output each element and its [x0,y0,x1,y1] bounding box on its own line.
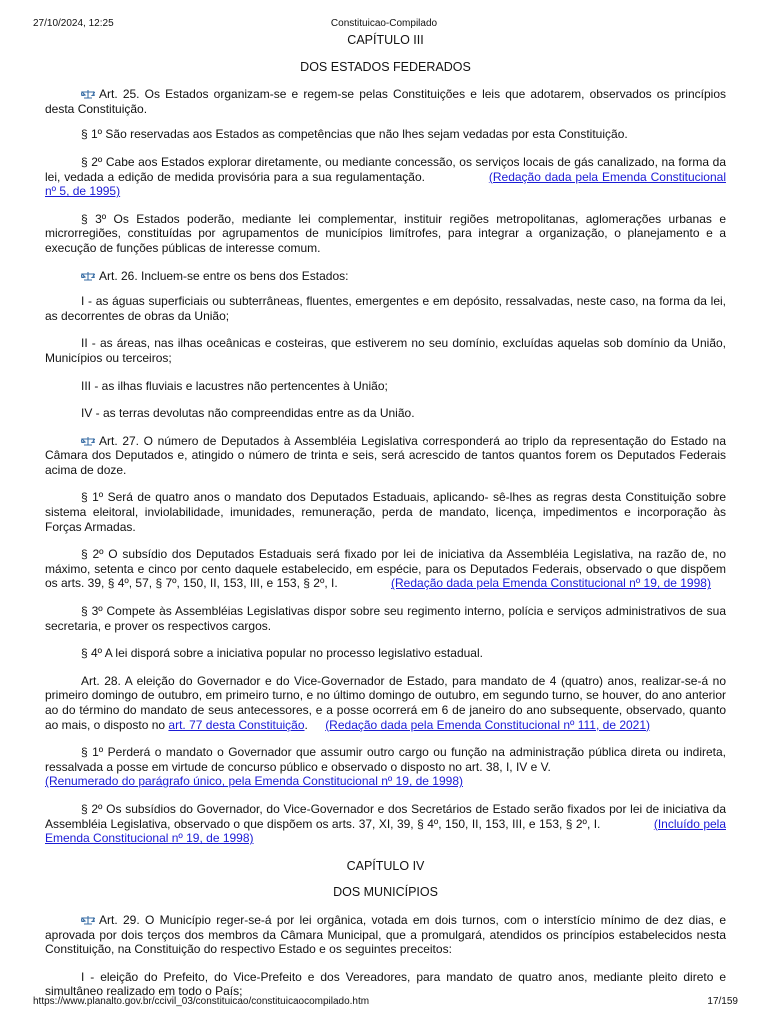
chapter-title: DOS ESTADOS FEDERADOS [300,59,471,74]
article-paragraph [45,87,726,116]
paragraph [45,547,726,591]
paragraph: § 3º Compete às Assembléias Legislativas dispor sobre seu regimento interno, polícia e serviços administrativos de sua secretaria, e prover os respectivos cargos. [45,604,726,633]
list-item: I - as águas superficiais ou subterrâneas, fluentes, emergentes e em depósito, ressalvadas, neste caso, na forma da lei, as decorrentes de obras da União; [45,294,726,323]
paragraph-text: § 1º Perderá o mandato o Governador que assumir outro cargo ou função na administração pública direta ou indireta, ressalvada a posse em virtude de concurso público e observado o disposto no art. 38, I, IV e V. [45,745,726,774]
amendment-link[interactable]: (Incluído pela Emenda Constitucional nº 19, de 1998) [45,816,726,846]
header-date: 27/10/2024, 12:25 [33,18,114,29]
amendment-link[interactable]: (Redação dada pela Emenda Constitucional nº 111, de 2021) [325,717,651,732]
scale-icon[interactable] [81,915,95,925]
list-item: I - eleição do Prefeito, do Vice-Prefeito e dos Vereadores, para mandato de quatro anos, mediante pleito direto e simultâneo realizado em todo o País; [45,969,726,999]
list-item: III - as ilhas fluviais e lacustres não pertencentes à União; [81,378,388,393]
scale-icon[interactable] [81,271,95,281]
paragraph: § 3º Os Estados poderão, mediante lei complementar, instituir regiões metropolitanas, aglomerações urbanas e microrregiões, constituídas por agrupamentos de municípios limítrofes, para integrar a organização, o planejamento e a execução de funções públicas de interesse comum. [45,211,726,255]
paragraph-text: § 2º Cabe aos Estados explorar diretamente, ou mediante concessão, os serviços locais de gás canalizado, na forma da lei, vedada a edição de medida provisória para a sua regulamentação. [45,154,726,184]
header-title: Constituicao-Compilado [330,18,438,29]
article-text: Art. 28. A eleição do Governador e do Vice-Governador de Estado, para mandato de 4 (quatro) anos, realizar-se-á no primeiro domingo de outubro, em primeiro turno, e no último domingo de outubro, em segundo turno, se houver, do ano anterior ao do término do mandato de seus antecessores, e a posse ocorrerá em 6 de janeiro do ano subsequente, observado, quanto ao mais, o disposto no [45,673,726,732]
art77-link[interactable]: art. 77 desta Constituição [168,717,305,732]
paragraph: § 4º A lei disporá sobre a iniciativa popular no processo legislativo estadual. [81,646,483,661]
paragraph-text: § 2º O subsídio dos Deputados Estaduais será fixado por lei de iniciativa da Assembléia Legislativa, na razão de, no máximo, setenta e cinco por cento daquele estabelecido, em espécie, para os Deputados Federais, observado o que dispõem os arts. 39, § 4º, 57, § 7º, 150, II, 153, III, e 153, § 2º, I. [45,547,726,591]
amendment-link[interactable]: (Redação dada pela Emenda Constitucional nº 19, de 1998) [391,576,711,591]
paragraph: § 1º São reservadas aos Estados as competências que não lhes sejam vedadas por esta Constituição. [81,127,628,142]
article-paragraph [45,913,726,957]
footer-page-number: 17/159 [707,996,738,1007]
article-paragraph [45,434,726,478]
chapter-title: DOS MUNICÍPIOS [333,885,438,900]
paragraph [45,802,726,846]
paragraph: § 1º Será de quatro anos o mandato dos Deputados Estaduais, aplicando- sê-lhes as regras desta Constituição sobre sistema eleitoral, inviolabilidade, imunidades, remuneração, perda de mandato, licença, impedimentos e incorporação às Forças Armadas. [45,490,726,534]
paragraph [45,745,726,789]
article-text: Art. 27. O número de Deputados à Assembléia Legislativa corresponderá ao triplo da representação do Estado na Câmara dos Deputados e, atingido o número de trinta e seis, será acrescido de tantos quantos forem os Deputados Federais acima de doze. [45,433,726,477]
paragraph [45,155,726,199]
list-item: IV - as terras devolutas não compreendidas entre as da União. [81,406,415,421]
list-item: II - as áreas, nas ilhas oceânicas e costeiras, que estiverem no seu domínio, excluídas aquelas sob domínio da União, Municípios ou terceiros; [45,336,726,365]
amendment-link[interactable]: (Redação dada pela Emenda Constitucional nº 5, de 1995) [45,169,726,199]
scale-icon[interactable] [81,436,95,446]
chapter-heading: CAPÍTULO III [347,33,424,47]
chapter-heading: CAPÍTULO IV [346,858,425,873]
amendment-link[interactable]: (Renumerado do parágrafo único, pela Emenda Constitucional nº 19, de 1998) [45,774,463,789]
article-text-end: . [304,717,308,732]
scale-icon[interactable] [81,89,95,99]
article-text: Art. 25. Os Estados organizam-se e regem-se pelas Constituições e leis que adotarem, observados os princípios desta Constituição. [45,87,726,116]
article-paragraph [45,674,726,732]
article-text: Art. 26. Incluem-se entre os bens dos Estados: [99,268,349,283]
document-body [45,33,726,999]
article-paragraph [45,269,726,284]
footer-url: https://www.planalto.gov.br/ccivil_03/constituicao/constituicaocompilado.htm [33,996,370,1007]
article-text: Art. 29. O Município reger-se-á por lei orgânica, votada em dois turnos, com o interstício mínimo de dez dias, e aprovada por dois terços dos membros da Câmara Municipal, que a promulgará, atendidos os princípios estabelecidos nesta Constituição, na Constituição do respectivo Estado e os seguintes preceitos: [45,912,726,957]
paragraph-text: § 2º Os subsídios do Governador, do Vice-Governador e dos Secretários de Estado serão fixados por lei de iniciativa da Assembléia Legislativa, observado o que dispõem os arts. 37, XI, 39, § 4º, 150, II, 153, III, e 153, § 2º, I. [45,801,726,831]
